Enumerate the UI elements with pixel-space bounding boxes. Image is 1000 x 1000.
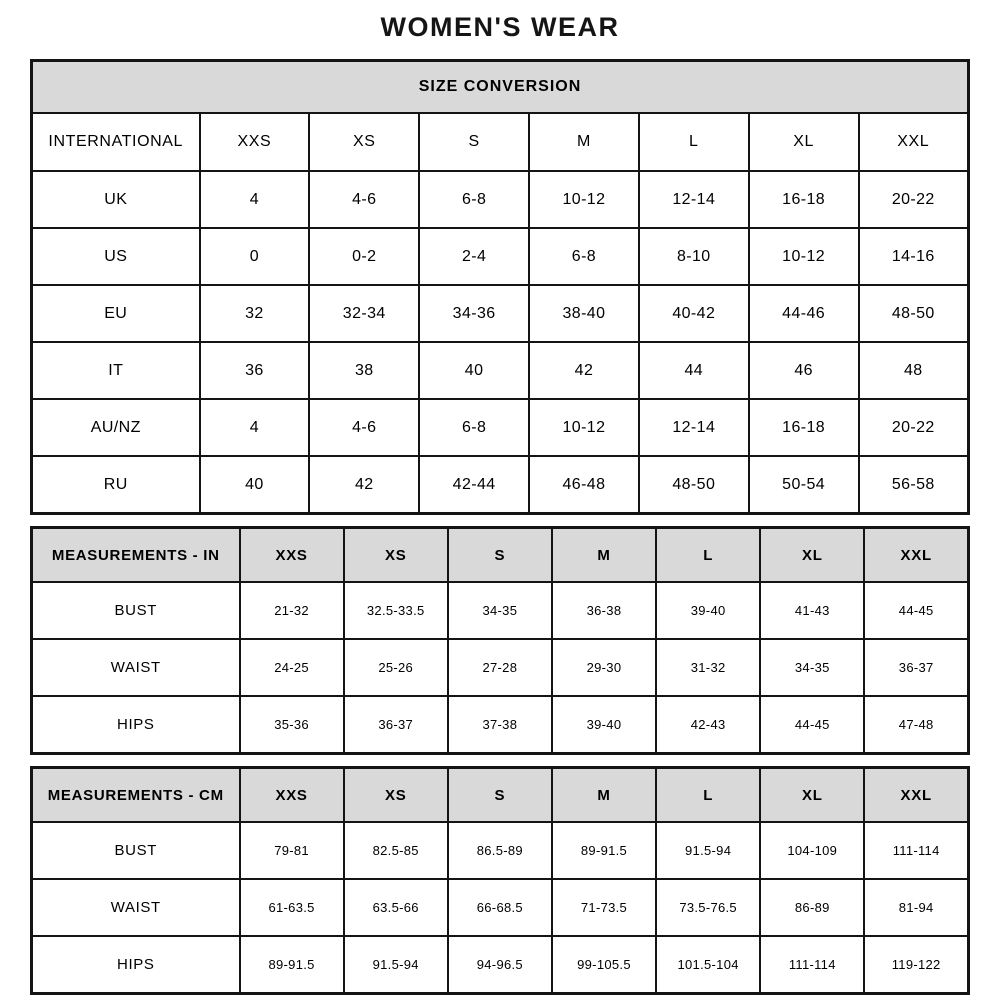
value-cell: 36-37: [864, 639, 968, 696]
row-label-cell: HIPS: [32, 696, 240, 754]
value-cell: 61-63.5: [240, 879, 344, 936]
size-column-header: XS: [309, 113, 419, 171]
value-cell: 34-36: [419, 285, 529, 342]
value-cell: 29-30: [552, 639, 656, 696]
size-column-header: XXL: [864, 528, 968, 583]
value-cell: 39-40: [656, 582, 760, 639]
value-cell: 42-43: [656, 696, 760, 754]
value-cell: 86-89: [760, 879, 864, 936]
value-cell: 111-114: [760, 936, 864, 994]
value-cell: 34-35: [760, 639, 864, 696]
value-cell: 14-16: [859, 228, 969, 285]
value-cell: 38-40: [529, 285, 639, 342]
value-cell: 42-44: [419, 456, 529, 514]
row-label-cell: BUST: [32, 822, 240, 879]
value-cell: 91.5-94: [344, 936, 448, 994]
table-row: [32, 936, 969, 994]
size-column-header: M: [529, 113, 639, 171]
row-label-cell: UK: [32, 171, 200, 228]
value-cell: 12-14: [639, 399, 749, 456]
value-cell: 21-32: [240, 582, 344, 639]
table-row: [32, 582, 969, 639]
table-row: [32, 228, 969, 285]
size-conversion-columns-row: [32, 113, 969, 171]
value-cell: 31-32: [656, 639, 760, 696]
size-column-header: L: [656, 528, 760, 583]
table-row: [32, 285, 969, 342]
size-column-header: XXS: [240, 528, 344, 583]
value-cell: 20-22: [859, 171, 969, 228]
value-cell: 25-26: [344, 639, 448, 696]
value-cell: 4-6: [309, 171, 419, 228]
value-cell: 40: [419, 342, 529, 399]
row-label-column-header: MEASUREMENTS - IN: [32, 528, 240, 583]
table-row: [32, 696, 969, 754]
size-column-header: L: [639, 113, 749, 171]
value-cell: 41-43: [760, 582, 864, 639]
row-label-cell: EU: [32, 285, 200, 342]
value-cell: 99-105.5: [552, 936, 656, 994]
value-cell: 48-50: [639, 456, 749, 514]
value-cell: 44-46: [749, 285, 859, 342]
measurements-cm-body: [32, 822, 969, 994]
value-cell: 32: [200, 285, 310, 342]
value-cell: 56-58: [859, 456, 969, 514]
row-label-cell: US: [32, 228, 200, 285]
value-cell: 40: [200, 456, 310, 514]
row-label-cell: AU/NZ: [32, 399, 200, 456]
size-column-header: XS: [344, 768, 448, 823]
table-row: [32, 399, 969, 456]
size-column-header: XXL: [859, 113, 969, 171]
table-row: [32, 639, 969, 696]
value-cell: 4-6: [309, 399, 419, 456]
size-column-header: XXS: [200, 113, 310, 171]
value-cell: 6-8: [419, 171, 529, 228]
size-conversion-header-row: [32, 61, 969, 114]
value-cell: 104-109: [760, 822, 864, 879]
size-column-header: L: [656, 768, 760, 823]
value-cell: 119-122: [864, 936, 968, 994]
value-cell: 10-12: [529, 399, 639, 456]
value-cell: 48: [859, 342, 969, 399]
value-cell: 6-8: [529, 228, 639, 285]
row-label-cell: BUST: [32, 582, 240, 639]
value-cell: 47-48: [864, 696, 968, 754]
size-column-header: XXS: [240, 768, 344, 823]
value-cell: 63.5-66: [344, 879, 448, 936]
value-cell: 35-36: [240, 696, 344, 754]
measurements-cm-columns-row: [32, 768, 969, 823]
value-cell: 8-10: [639, 228, 749, 285]
size-conversion-title: SIZE CONVERSION: [32, 61, 969, 114]
row-label-cell: RU: [32, 456, 200, 514]
value-cell: 34-35: [448, 582, 552, 639]
value-cell: 4: [200, 399, 310, 456]
measurements-in-body: [32, 582, 969, 754]
value-cell: 111-114: [864, 822, 968, 879]
value-cell: 32-34: [309, 285, 419, 342]
row-label-cell: WAIST: [32, 639, 240, 696]
value-cell: 86.5-89: [448, 822, 552, 879]
value-cell: 81-94: [864, 879, 968, 936]
size-column-header: M: [552, 528, 656, 583]
value-cell: 32.5-33.5: [344, 582, 448, 639]
value-cell: 42: [529, 342, 639, 399]
size-column-header: XL: [760, 768, 864, 823]
value-cell: 82.5-85: [344, 822, 448, 879]
table-row: [32, 822, 969, 879]
table-row: [32, 171, 969, 228]
value-cell: 36: [200, 342, 310, 399]
value-cell: 42: [309, 456, 419, 514]
value-cell: 36-37: [344, 696, 448, 754]
value-cell: 24-25: [240, 639, 344, 696]
value-cell: 89-91.5: [552, 822, 656, 879]
value-cell: 2-4: [419, 228, 529, 285]
row-label-column-header: MEASUREMENTS - CM: [32, 768, 240, 823]
value-cell: 0-2: [309, 228, 419, 285]
value-cell: 10-12: [529, 171, 639, 228]
value-cell: 0: [200, 228, 310, 285]
value-cell: 38: [309, 342, 419, 399]
size-column-header: S: [419, 113, 529, 171]
size-column-header: S: [448, 768, 552, 823]
size-column-header: XS: [344, 528, 448, 583]
row-label-cell: HIPS: [32, 936, 240, 994]
value-cell: 94-96.5: [448, 936, 552, 994]
value-cell: 44-45: [864, 582, 968, 639]
value-cell: 91.5-94: [656, 822, 760, 879]
size-column-header: M: [552, 768, 656, 823]
value-cell: 89-91.5: [240, 936, 344, 994]
value-cell: 101.5-104: [656, 936, 760, 994]
size-column-header: S: [448, 528, 552, 583]
measurements-cm-table: [30, 766, 970, 995]
value-cell: 48-50: [859, 285, 969, 342]
value-cell: 6-8: [419, 399, 529, 456]
value-cell: 71-73.5: [552, 879, 656, 936]
value-cell: 44-45: [760, 696, 864, 754]
row-label-cell: WAIST: [32, 879, 240, 936]
size-conversion-table: [30, 59, 970, 515]
value-cell: 27-28: [448, 639, 552, 696]
value-cell: 50-54: [749, 456, 859, 514]
size-column-header: XL: [749, 113, 859, 171]
value-cell: 12-14: [639, 171, 749, 228]
table-row: [32, 879, 969, 936]
measurements-in-columns-row: [32, 528, 969, 583]
row-label-column-header: INTERNATIONAL: [32, 113, 200, 171]
size-conversion-body: [32, 171, 969, 514]
value-cell: 37-38: [448, 696, 552, 754]
value-cell: 44: [639, 342, 749, 399]
value-cell: 66-68.5: [448, 879, 552, 936]
size-column-header: XL: [760, 528, 864, 583]
value-cell: 39-40: [552, 696, 656, 754]
value-cell: 46: [749, 342, 859, 399]
value-cell: 16-18: [749, 399, 859, 456]
value-cell: 10-12: [749, 228, 859, 285]
row-label-cell: IT: [32, 342, 200, 399]
value-cell: 79-81: [240, 822, 344, 879]
table-row: [32, 342, 969, 399]
value-cell: 20-22: [859, 399, 969, 456]
value-cell: 73.5-76.5: [656, 879, 760, 936]
size-column-header: XXL: [864, 768, 968, 823]
value-cell: 16-18: [749, 171, 859, 228]
value-cell: 36-38: [552, 582, 656, 639]
value-cell: 46-48: [529, 456, 639, 514]
table-row: [32, 456, 969, 514]
measurements-in-table: [30, 526, 970, 755]
value-cell: 40-42: [639, 285, 749, 342]
value-cell: 4: [200, 171, 310, 228]
page-title: WOMEN'S WEAR: [380, 12, 620, 42]
